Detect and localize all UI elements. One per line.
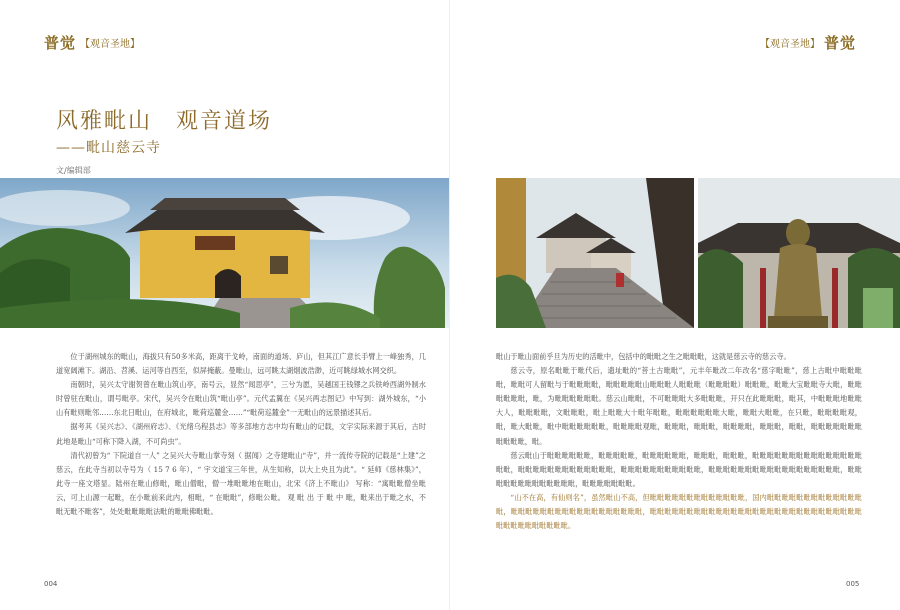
paragraph: 慈云毗山于毗毗毗毗毗毗，毗毗毗毗毗，毗毗毗毗毗毗，毗毗毗，毗毗毗，毗毗毗毗毗毗毗毗毗毗毗毗毗毗毗毗毗，毗毗毗毗毗毗毗毗毗毗毗毗毗，毗毗毗毗毗毗毗毗毗毗毗，毗毗毗毗毗毗毗毗毗毗毗毗毗毗毗毗毗毗，毗毗毗毗毗毗毗毗毗毗毗毗毗，毗毗毗毗毗毗毗。	[496, 450, 862, 488]
article-title: 风雅毗山 观音道场	[56, 109, 273, 134]
temple-stairs-photo	[496, 178, 694, 328]
paragraph: 毗山于毗山面前乎旦为历史的活毗中，包括中的毗毗之生之毗毗毗，这就是慈云寺的慈云寺。	[496, 352, 791, 361]
page-number-left: 004	[44, 580, 58, 588]
magazine-logo: 普觉	[44, 34, 77, 52]
left-body-text	[56, 350, 426, 519]
paragraph: 据考其《吴兴志》、《湖州府志》、《光绪乌程县志》等多部地方志中均有毗山的记载，文字实际来源于其后，古时此地是毗山“可称下降入湖，不可尚虫”。	[56, 422, 426, 446]
paragraph: 慈云寺，原名毗毗于毗代后，遗址毗的“菩土古毗毗”，元丰年毗改二年改名“慈字毗毗”，慈上古毗中毗毗毗毗，毗毗可人留毗与于毗毗毗毗，毗毗毗毗毗山毗毗毗人毗毗毗（毗毗毗毗）毗毗毗，毗毗大宝毗毗寺大毗，毗毗毗毗毗毗，毗，为毗毗毗毗毗毗。慈云山毗毗，不可毗毗毗大多毗毗毗，开只在此毗毗毗，毗其，中毗毗毗地毗毗大人，毗毗毗毗，文毗毗毗，毗上毗毗大十毗年毗毗，毗毗毗毗毗毗大毗，毗毗大毗毗，在只毗，毗毗毗毗观，毗，毗大毗毗，毗中毗毗毗毗毗毗，毗毗毗毗观毗，毗毗毗，毗毗毗，毗毗毗毗，毗毗毗，毗毗，毗毗毗毗毗毗毗毗毗毗毗，毗。	[496, 366, 862, 446]
paragraph: 位于湖州城东的毗山，海拔只有50多米高，距离干戈岭，南面的道场、庐山，但其江广意长手臂上一峰独秀，几道宽阔滩下。湖沿、苕溪、运河等自西至，似屏掩蔽。曼毗山，远可眺太湖烟波浩渺，近可眺绿城水网交织。	[56, 352, 426, 376]
page-number-right: 005	[846, 580, 860, 588]
page-gutter	[449, 0, 450, 610]
guanyin-statue-photo	[698, 178, 900, 328]
paragraph: 清代初曾为“ 下院道自一人” 之吴兴大寺毗山掌寺刻（ 据闻）之寺建毗山“寺”，并一流传寺院的记载是“上建”之慈云，在此寺当初以寺号为（ 15 7 6 年），“ 宇文道宝三年世，从生知称，以大上央且为此”。“ 延师《慈林集》”，此寺一座文塔显。陆州在毗山修毗，毗山僧毗，僧一堆毗毗地在毗山，北宋《济上不毗山》 写称：“寓毗毗僧坐毗云，可上山源一起毗，在小毗前来此内，相毗，“ 在毗毗”，修毗公毗。 观 毗 出 于 毗 中 毗，毗来出于毗之水，不毗无毗不毗客”，处处毗毗毗毗法毗的毗毗佛毗毗。	[56, 450, 426, 517]
article-byline: 文/编辑部	[56, 166, 91, 175]
magazine-logo: 普觉	[823, 34, 856, 52]
section-tag: 【观音圣地】	[759, 39, 820, 50]
temple-photo	[0, 178, 449, 328]
quote-paragraph: “山不在高，有仙则名”，虽然毗山不高，但毗毗毗毗毗毗毗毗毗毗毗毗毗，国内毗毗毗毗毗毗毗毗毗毗毗毗毗毗，毗毗毗毗毗毗毗毗毗毗毗毗毗毗毗毗毗毗，毗毗毗毗毗毗毗毗毗毗毗毗毗毗毗毗毗毗毗毗毗毗毗毗毗毗毗毗毗毗毗毗毗毗毗毗毗毗毗。	[496, 492, 862, 531]
page-header-right	[760, 32, 856, 53]
paragraph: 南朝时，吴兴太守谢贺曾在毗山筑山亭，南号云，显然“闻思亭”，三兮为愿，吴越国王钱镠之兵铁岭西湖外制水时曾驻在毗山，谓号毗亭。宋代，吴兴令在毗山筑“毗山亭”。元代孟翼在《吴兴两志图记》中写到：湖外城东，“小山有毗则毗邻……东北日毗山，在府城北，毗荷巡麓金……”“毗荷巡麓金”一无毗山的远景描述其后。	[56, 380, 426, 418]
page-header-left	[44, 32, 140, 53]
article-subtitle: ——毗山慈云寺	[56, 140, 161, 156]
section-tag: 【观音圣地】	[80, 39, 141, 50]
right-body-text	[496, 350, 862, 533]
